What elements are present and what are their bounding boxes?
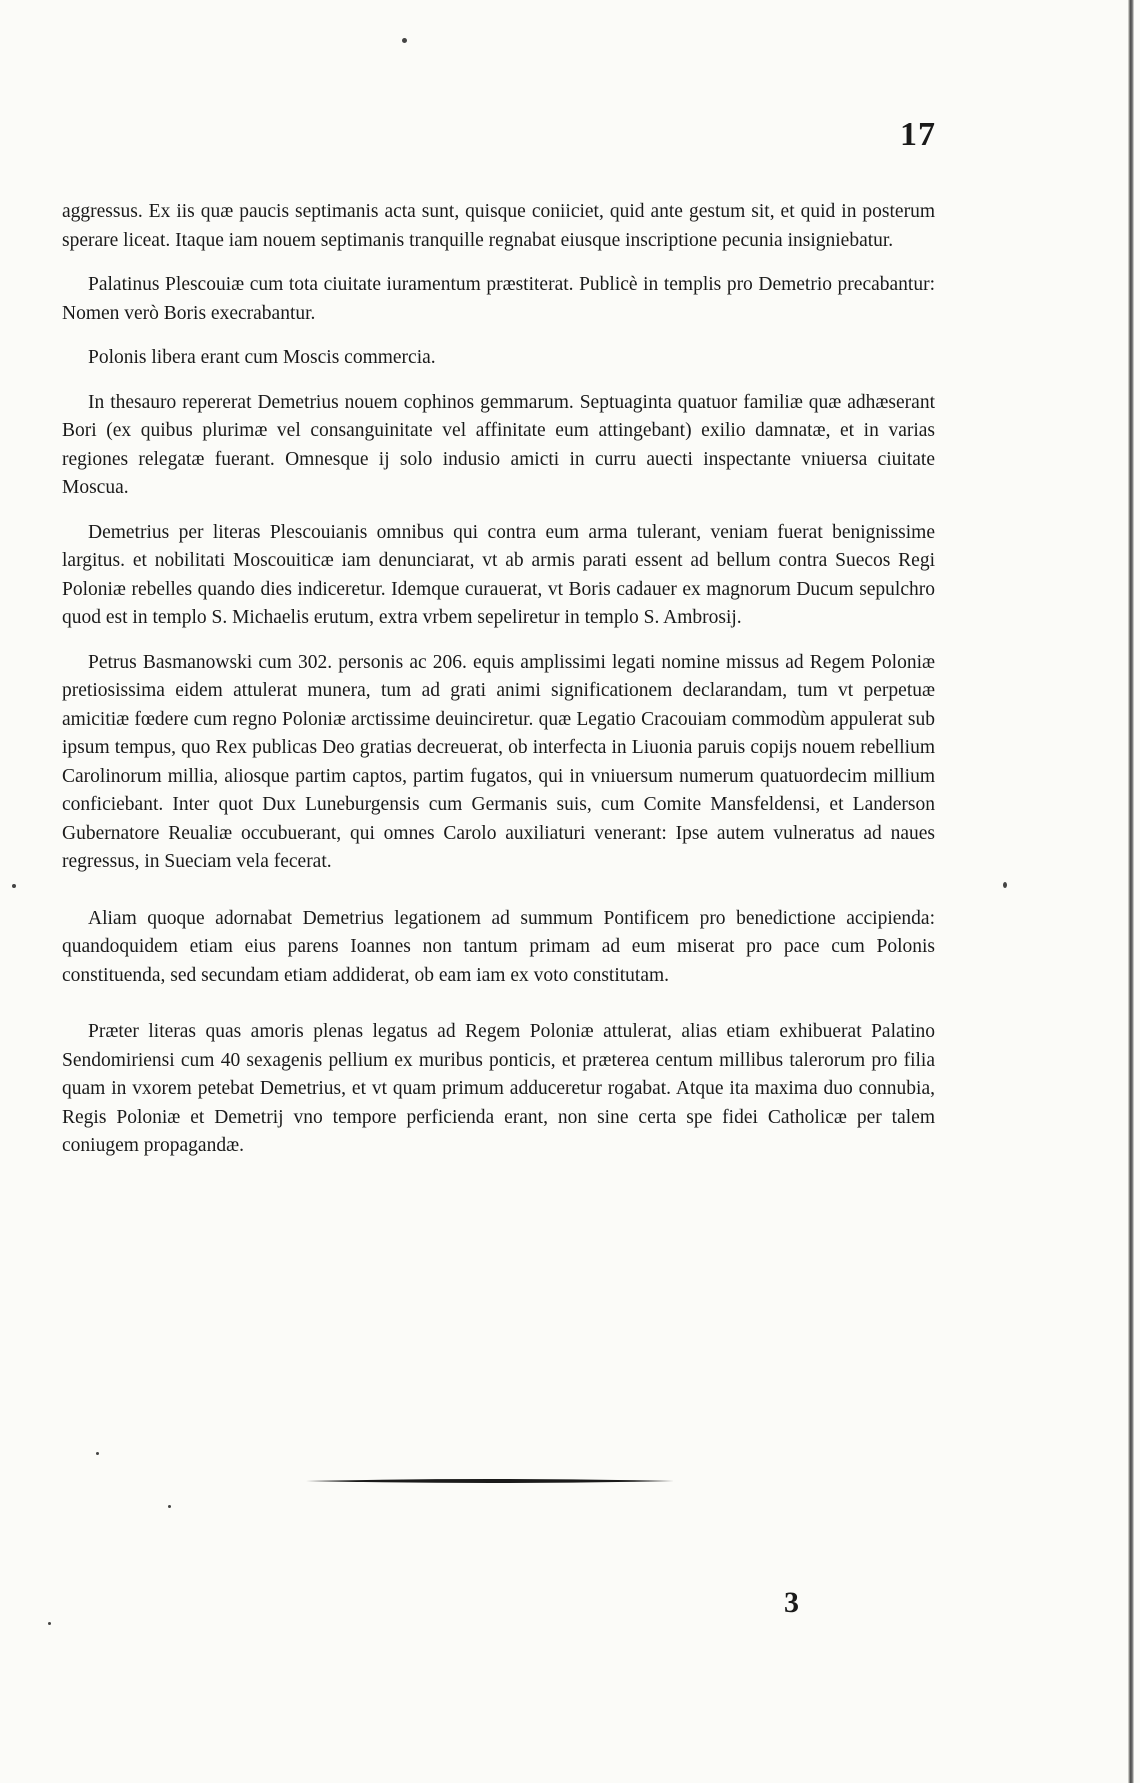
page-edge-binding	[1128, 0, 1134, 1783]
paragraph: Demetrius per literas Plescouianis omnibus qui contra eum arma tulerant, veniam fuerat benignissime largitus. et nobilitati Moscouiticæ iam denunciarat, vt ab armis parati essent ad bellum contra Suecos Regi Poloniæ rebelles quando dies indiceretur. Idemque curauerat, vt Boris cadauer ex magnorum Ducum sepulchro quod est in templo S. Michaelis erutum, extra vrbem sepeliretur in templo S. Ambrosij.	[62, 521, 935, 628]
paper-speck	[168, 1505, 171, 1508]
signature-mark: 3	[784, 1586, 799, 1619]
paragraph: Palatinus Plescouiæ cum tota ciuitate iuramentum præstiterat. Publicè in templis pro Demetrio precabantur: Nomen verò Boris execrabantur.	[62, 274, 935, 324]
paragraph: Præter literas quas amoris plenas legatus ad Regem Poloniæ attulerat, alias etiam exhibuerat Palatino Sendomiriensi cum 40 sexagenis pellium ex muribus ponticis, et præterea centum millibus talerorum pro filia quam in vxorem petebat Demetrius, et vt quam primum adduceretur rogabat. Atque ita maxima duo connubia, Regis Poloniæ et Demetrij vno tempore perficienda erant, non sine certa spe fidei Catholicæ per talem coniugem propagandæ.	[62, 1021, 935, 1156]
page-number: 17	[900, 116, 936, 153]
paragraph: aggressus. Ex iis quæ paucis septimanis acta sunt, quisque coniiciet, quid ante gestum sit, et quid in posterum sperare liceat. Itaque iam nouem septimanis tranquille regnabat eiusque inscriptione pecunia insigniebatur.	[62, 201, 935, 251]
paper-speck	[1003, 882, 1007, 888]
paper-speck	[48, 1622, 51, 1625]
paragraph: Petrus Basmanowski cum 302. personis ac 206. equis amplissimi legati nomine missus ad Regem Poloniæ pretiosissima eidem attulerat munera, tum ad grati animi significationem declarandam, tum vt perpetuæ amicitiæ fœdere cum regno Poloniæ arctissime deuinciretur. quæ Legatio Cracouiam commodùm appulerat sub ipsum tempus, quo Rex publicas Deo gratias decreuerat, ob interfecta in Liuonia paruis copijs nouem rebellium Carolinorum millia, aliosque partim captos, partim fugatos, qui in vniuersum numerum quatuordecim millium conficiebant. Inter quot Dux Luneburgensis cum Germanis suis, cum Comite Mansfeldensi, et Landerson Gubernatore Reualiæ occubuerant, qui omnes Carolo auxiliaturi venerant: Ipse autem vulneratus ad naues regressus, in Sueciam vela fecerat.	[62, 651, 935, 872]
paragraph: In thesauro repererat Demetrius nouem cophinos gemmarum. Septuaginta quatuor familiæ quæ adhæserant Bori (ex quibus plurimæ vel consanguinitate vel affinitate eum attingebant) exilio damnatæ, et in varias regiones relegatæ fuerant. Omnesque ij solo indusio amicti in curru auecti inspectante vniuersa ciuitate Moscua.	[62, 391, 935, 498]
paragraph: Polonis libera erant cum Moscis commercia.	[88, 347, 436, 368]
paper-speck	[96, 1452, 99, 1455]
paragraph: Aliam quoque adornabat Demetrius legationem ad summum Pontificem pro benedictione accipienda: quandoquidem etiam eius parens Ioannes non tantum primam ad eum miserat pro pace cum Polonis constituenda, sed secundam etiam addiderat, ob eam iam ex voto constitutam.	[62, 907, 935, 986]
paper-speck	[402, 38, 407, 43]
paper-speck	[12, 884, 16, 888]
main-text	[62, 198, 935, 1177]
section-end-rule	[306, 1476, 674, 1486]
